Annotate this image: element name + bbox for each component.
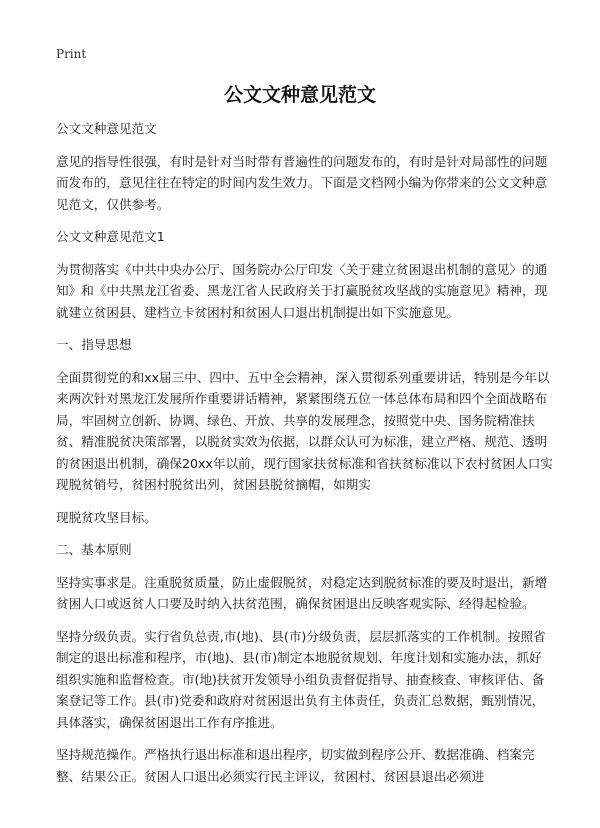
heading-basic-principles: 二、基本原则 [56,542,132,557]
paragraph-principle-2: 坚持分级负责。实行省负总责,市(地)、县(市)分级负责，层层抓落实的工作机制。按照省制定的退出标准和程序，市(地)、县(市)制定本地脱贫规划、年度计划和实施办法，抓好组织实施和监督检查。市(地)扶贫开发领导小组负责督促指导、抽查核查、审核评估、备案登记等工作。县(市)党委和政府对贫困退出负有主体责任，负责汇总数据，甄别情况，具体落实，确保贫困退出工作有序推进。 [56,628,546,730]
document-title: 公文文种意见范文 [223,84,376,106]
paragraph-principle-1: 坚持实事求是。注重脱贫质量，防止虚假脱贫，对稳定达到脱贫标准的要及时退出，新增贫困人口或返贫人口要及时纳入扶贫范围，确保贫困退出反映客观实际、经得起检验。 [56,574,548,611]
paragraph-intro: 意见的指导性很强，有时是针对当时带有普遍性的问题发布的，有时是针对局部性的问题而发布的，意见往往在特定的时间内发生效力。下面是文档网小编为你带来的公文文种意见范文，仅供参考。 [56,153,548,212]
document-body [56,118,554,798]
paragraph-guiding-ideology: 全面贯彻党的和xx届三中、四中、五中全会精神，深入贯彻系列重要讲话，特别是今年以来两次针对黑龙江发展所作重要讲话精神，紧紧围绕五位一体总体布局和四个全面战略布局，牢固树立创新、协调、绿色、开放、共享的发展理念，按照党中央、国务院精准扶贫、精准脱贫决策部署，以脱贫实效为依据，以群众认可为标准，建立严格、规范、透明的贫困退出机制，确保20xx年以前，现行国家扶贫标准和省扶贫标准以下农村贫困人口实现脱贫销号，贫困村脱贫出列，贫困县脱贫摘帽，如期实 [56,369,553,492]
paragraph-goal: 现脱贫攻坚目标。 [56,509,157,525]
print-label: Print [56,47,87,61]
paragraph-subtitle: 公文文种意见范文 [56,121,157,136]
paragraph-section-label: 公文文种意见范文1 [56,229,165,244]
paragraph-principle-3: 坚持规范操作。严格执行退出标准和退出程序，切实做到程序公开、数据准确、档案完整、结果公正。贫困人口退出必须实行民主评议，贫困村、贫困县退出必须进 [56,747,535,784]
paragraph-preamble: 为贯彻落实《中共中央办公厅、国务院办公厅印发〈关于建立贫困退出机制的意见〉的通知》和《中共黑龙江省委、黑龙江省人民政府关于打赢脱贫攻坚战的实施意见》精神，现就建立贫困县、建档立卡贫困村和贫困人口退出机制提出如下实施意见。 [56,261,548,320]
heading-guiding-ideology: 一、指导思想 [56,337,132,352]
